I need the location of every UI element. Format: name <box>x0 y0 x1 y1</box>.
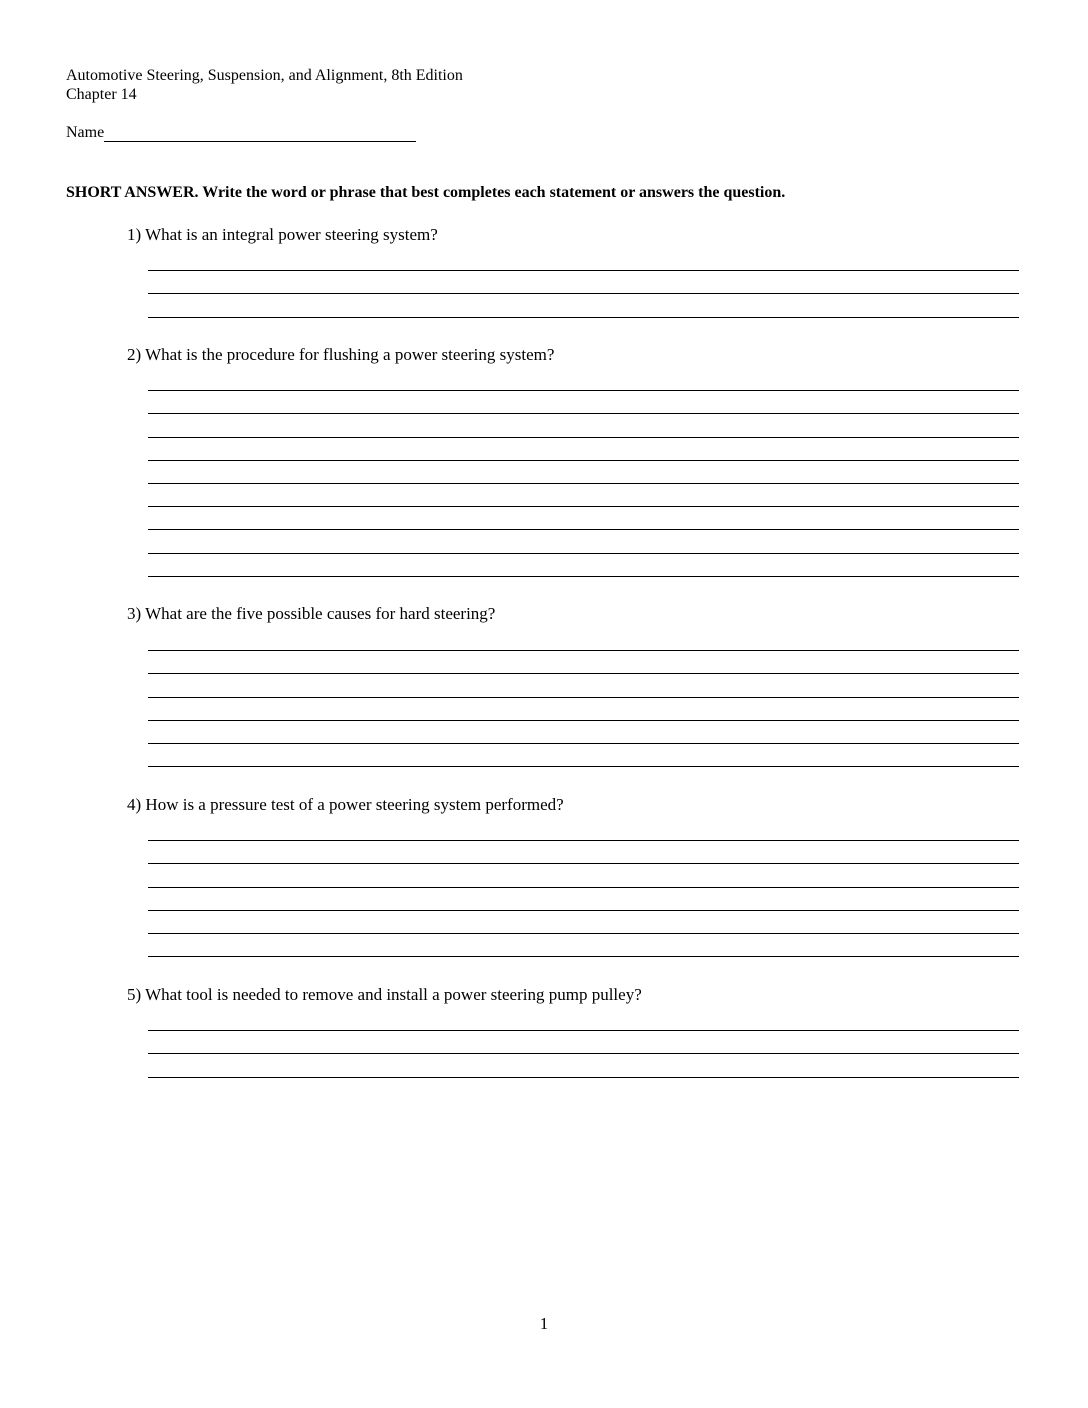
answer-line[interactable] <box>148 391 1019 414</box>
answer-line[interactable] <box>148 628 1019 651</box>
answer-area-3[interactable] <box>148 628 1019 767</box>
answer-line[interactable] <box>148 721 1019 744</box>
answer-line[interactable] <box>148 864 1019 887</box>
answer-line[interactable] <box>148 841 1019 864</box>
answer-line[interactable] <box>148 438 1019 461</box>
answer-line[interactable] <box>148 698 1019 721</box>
answer-line[interactable] <box>148 888 1019 911</box>
question-3: 3) What are the five possible causes for hard steering? <box>127 604 496 623</box>
answer-line[interactable] <box>148 484 1019 507</box>
answer-area-1[interactable] <box>148 248 1019 318</box>
question-1: 1) What is an integral power steering system? <box>127 225 438 244</box>
answer-line[interactable] <box>148 1008 1019 1031</box>
answer-area-2[interactable] <box>148 368 1019 577</box>
answer-line[interactable] <box>148 651 1019 674</box>
question-5: 5) What tool is needed to remove and install a power steering pump pulley? <box>127 985 642 1004</box>
name-field[interactable] <box>104 124 416 142</box>
answer-line[interactable] <box>148 554 1019 577</box>
answer-line[interactable] <box>148 294 1019 317</box>
answer-line[interactable] <box>148 530 1019 553</box>
name-label: Name <box>66 124 105 141</box>
question-4: 4) How is a pressure test of a power steering system performed? <box>127 795 564 814</box>
answer-line[interactable] <box>148 461 1019 484</box>
answer-area-4[interactable] <box>148 818 1019 957</box>
page-number: 1 <box>539 1314 549 1333</box>
answer-line[interactable] <box>148 934 1019 957</box>
answer-line[interactable] <box>148 368 1019 391</box>
book-title: Automotive Steering, Suspension, and Alignment, 8th Edition <box>66 67 463 84</box>
answer-line[interactable] <box>148 1031 1019 1054</box>
answer-line[interactable] <box>148 507 1019 530</box>
name-row <box>66 124 416 142</box>
document-header <box>66 66 463 104</box>
answer-line[interactable] <box>148 414 1019 437</box>
answer-line[interactable] <box>148 818 1019 841</box>
question-2: 2) What is the procedure for flushing a power steering system? <box>127 345 555 364</box>
answer-line[interactable] <box>148 248 1019 271</box>
answer-line[interactable] <box>148 1054 1019 1077</box>
instructions: SHORT ANSWER. Write the word or phrase that best completes each statement or answers the question. <box>66 184 786 201</box>
chapter-label: Chapter 14 <box>66 86 137 103</box>
answer-line[interactable] <box>148 744 1019 767</box>
answer-line[interactable] <box>148 911 1019 934</box>
answer-line[interactable] <box>148 271 1019 294</box>
answer-line[interactable] <box>148 674 1019 697</box>
answer-area-5[interactable] <box>148 1008 1019 1078</box>
